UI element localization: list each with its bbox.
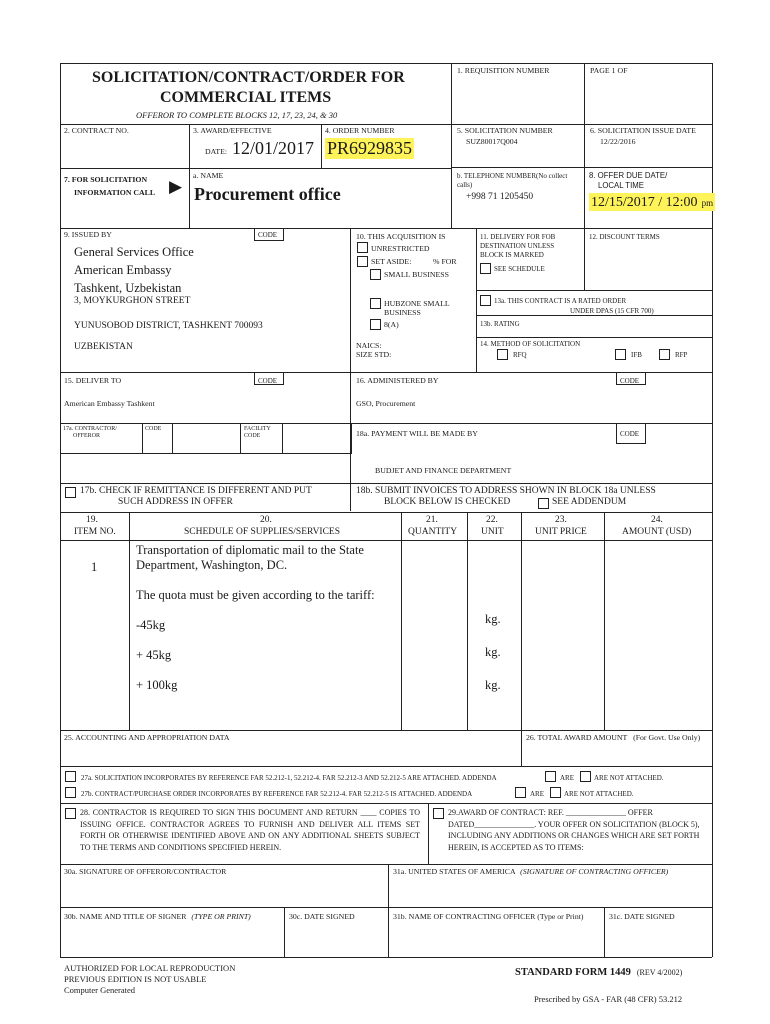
administered-by-code-label: CODE [620,377,640,385]
telephone-label-cont: calls) [457,181,473,189]
issued-by-line4: 3, MOYKURGHON STREET [74,296,191,306]
rated-order-label: 13a. THIS CONTRACT IS A RATED ORDER [494,297,627,305]
telephone-label: b. TELEPHONE NUMBER(No collect [457,172,568,180]
administered-by-label: 16. ADMINISTERED BY [356,376,439,385]
solicitation-number-value[interactable]: SUZ80017Q004 [466,137,518,146]
form-name-text: STANDARD FORM 1449 [515,967,631,978]
contract-incorporates-label: 27b. CONTRACT/PURCHASE ORDER INCORPORATES BY REFERENCE FAR 52.212-4. FAR 52.212-5 IS ATTACHED. ADDENDA [81,790,473,798]
deliver-to-label: 15. DELIVER TO [64,376,122,385]
issued-by-line3: Tashkent, Uzbekistan [74,281,182,295]
offer-due-label: 8. OFFER DUE DATE/ [589,171,668,180]
rating-label: 13b. RATING [480,320,520,328]
footer-prescribed: Prescribed by GSA - FAR (48 CFR) 53.212 [534,994,683,1004]
item-number: 1 [91,560,98,574]
remittance-label-cont: SUCH ADDRESS IN OFFER [118,497,233,507]
contractor-label: 17a. CONTRACTOR/ [63,426,117,432]
col-schedule-num: 20. [260,515,272,525]
issue-date-label: 6. SOLICITATION ISSUE DATE [590,126,696,135]
method-label: 14. METHOD OF SOLICITATION [480,340,581,348]
delivery-fob-label: 11. DELIVERY FOR FOB [480,233,556,241]
solicitation-number-label: 5. SOLICITATION NUMBER [457,126,553,135]
telephone-value[interactable]: +998 71 1205450 [466,192,534,202]
contract-no-label: 2. CONTRACT NO. [64,126,129,135]
issued-by-label: 9. ISSUED BY [64,230,112,239]
delivery-fob-label-2: DESTINATION UNLESS [480,242,555,250]
award-of-contract-checkbox[interactable] [433,808,444,819]
total-award-text: 26. TOTAL AWARD AMOUNT [526,733,628,742]
set-aside-pct-label: % FOR [433,257,457,266]
see-schedule-label: SEE SCHEDULE [494,265,545,273]
unrestricted-label: UNRESTRICTED [371,244,430,253]
offeror-signature-label: 30a. SIGNATURE OF OFFEROR/CONTRACTOR [64,867,227,876]
offer-due-ampm: pm [701,198,714,208]
footer-form-name [515,962,682,980]
ifb-checkbox[interactable] [615,349,626,360]
information-call-label: INFORMATION CALL [74,188,156,197]
hubzone-label-cont: BUSINESS [384,308,421,317]
col-quantity-num: 21. [426,515,438,525]
col-amount-header: AMOUNT (USD) [622,527,692,537]
page-label: PAGE 1 OF [590,66,628,75]
contact-name-label: a. NAME [193,171,224,180]
signer-name-label [64,913,251,922]
issue-date-value[interactable]: 12/22/2016 [600,137,636,146]
tariff-unit-2: kg. [485,645,501,659]
issued-by-code-label: CODE [258,231,278,239]
addenda-b-are-not-checkbox[interactable] [550,787,561,798]
footer-computer-generated: Computer Generated [64,985,136,995]
remittance-label: 17b. CHECK IF REMITTANCE IS DIFFERENT AND PUT [80,486,312,496]
addenda-a-are-checkbox[interactable] [545,771,556,782]
tariff-tier-1: -45kg [136,618,166,632]
delivery-fob-label-3: BLOCK IS MARKED [480,251,544,259]
set-aside-label: SET ASIDE: [371,257,412,266]
col-unit-price-header: UNIT PRICE [535,527,587,537]
size-std-label: SIZE STD: [356,350,392,359]
item-description-line2: Department, Washington, DC. [136,558,288,572]
form-rev-text: (REV 4/2002) [636,968,683,977]
rfp-checkbox[interactable] [659,349,670,360]
addenda-a-are-label: ARE [560,774,574,782]
contractor-code-label: CODE [145,426,162,432]
addenda-b-are-checkbox[interactable] [515,787,526,798]
signer-name-note: (TYPE OR PRINT) [191,912,251,921]
us-signature-label [393,868,668,877]
contractor-sign-checkbox[interactable] [65,808,76,819]
tariff-tier-3: + 100kg [136,678,178,692]
tariff-unit-3: kg. [485,678,501,692]
addenda-b-are-not-label: ARE NOT ATTACHED. [564,790,634,798]
tariff-unit-1: kg. [485,612,501,626]
rfq-label: RFQ [513,351,527,359]
offeror-note: OFFEROR TO COMPLETE BLOCKS 12, 17, 23, 24, & 30 [136,110,338,120]
discount-terms-label: 12. DISCOUNT TERMS [589,233,660,241]
col-item-header: ITEM NO. [74,527,116,537]
payment-code-label: CODE [620,430,640,438]
col-unit-num: 22. [486,515,498,525]
col-quantity-header: QUANTITY [408,527,458,537]
submit-invoices-label: 18b. SUBMIT INVOICES TO ADDRESS SHOWN IN BLOCK 18a UNLESS [356,486,656,496]
administered-by-value[interactable]: GSO, Procurement [356,399,416,408]
contract-incorporates-checkbox[interactable] [65,787,76,798]
submit-invoices-label-cont: BLOCK BELOW IS CHECKED [384,497,511,507]
contact-name-value[interactable]: Procurement office [194,184,341,204]
unrestricted-checkbox[interactable] [357,242,368,253]
addenda-b-are-label: ARE [530,790,544,798]
order-number-value[interactable]: PR6929835 [327,138,413,158]
footer-authorized: AUTHORIZED FOR LOCAL REPRODUCTION [64,963,236,973]
solicitation-incorporates-checkbox[interactable] [65,771,76,782]
for-solicitation-label: 7. FOR SOLICITATION [64,175,148,184]
accounting-data-label: 25. ACCOUNTING AND APPROPRIATION DATA [64,733,230,742]
col-unit-price-num: 23. [555,515,567,525]
award-date-value[interactable]: 12/01/2017 [232,138,315,158]
eight-a-checkbox[interactable] [370,319,381,330]
deliver-to-value[interactable]: American Embassy Tashkent [64,399,155,408]
award-label: 3. AWARD/EFFECTIVE [193,126,272,135]
col-schedule-header: SCHEDULE OF SUPPLIES/SERVICES [184,527,341,537]
officer-date-signed-label: 31c. DATE SIGNED [609,912,675,921]
addenda-a-are-not-checkbox[interactable] [580,771,591,782]
hubzone-checkbox[interactable] [370,298,381,309]
facility-code-label-cont: CODE [244,433,261,439]
award-date-label: DATE: [205,147,228,156]
footer-previous-edition: PREVIOUS EDITION IS NOT USABLE [64,974,207,984]
form-title-line1: SOLICITATION/CONTRACT/ORDER FOR [92,69,405,86]
facility-code-label: FACILITY [244,426,271,432]
item-description-line1: Transportation of diplomatic mail to the State [136,543,364,557]
see-addendum-label: SEE ADDENDUM [552,497,627,507]
tariff-tier-2: + 45kg [136,648,172,662]
dpas-label: UNDER DPAS (15 CFR 700) [570,307,654,315]
offer-due-value[interactable] [589,193,715,211]
ifb-label: IFB [631,351,642,359]
award-of-contract-text: 29.AWARD OF CONTRACT: REF. _______________ OFFER DATED_______________. YOUR OFFER ON SOLICITATION (BLOCK 5), INCLUDING ANY ADDITIONS OR CHANGES WHICH ARE SET FORTH HEREIN, IS ACCEPTED AS TO ITEMS: [448,808,700,852]
col-amount-num: 24. [651,515,663,525]
contractor-label-cont: OFFEROR [73,433,101,439]
us-signature-text: 31a. UNITED STATES OF AMERICA [393,867,516,876]
see-schedule-checkbox[interactable] [480,263,491,274]
contractor-sign-text: 28. CONTRACTOR IS REQUIRED TO SIGN THIS DOCUMENT AND RETURN ____ COPIES TO ISSUING OFFICE. CONTRACTOR AGREES TO FURNISH AND DELIVER ALL ITEMS SET FORTH OR OTHERWISE IDENTIFIED ABOVE AND ON ANY ADDITIONAL SHEETS SUBJECT TO THE TERMS AND CONDITIONS SPECIFIED HEREIN. [80,808,420,852]
set-aside-checkbox[interactable] [357,256,368,267]
small-business-checkbox[interactable] [370,269,381,280]
order-number-label: 4. ORDER NUMBER [325,126,395,135]
small-business-label: SMALL BUSINESS [384,270,449,279]
col-unit-header: UNIT [481,527,504,537]
officer-name-label: 31b. NAME OF CONTRACTING OFFICER (Type or Print) [393,912,584,921]
addenda-a-are-not-label: ARE NOT ATTACHED. [594,774,664,782]
remittance-checkbox[interactable] [65,487,76,498]
issued-by-line1: General Services Office [74,245,194,259]
acquisition-label: 10. THIS ACQUISITION IS [356,232,446,241]
col-item-num: 19. [86,515,98,525]
offeror-date-signed-label: 30c. DATE SIGNED [289,912,355,921]
offer-due-date: 12/15/2017 / 12:00 [591,195,698,210]
solicitation-incorporates-label: 27a. SOLICITATION INCORPORATES BY REFERENCE FAR 52.212-1, 52.212-4. FAR 52.212-3 AND 52.212-5 ARE ATTACHED. ADDENDA [81,774,497,782]
payment-value[interactable]: BUDJET AND FINANCE DEPARTMENT [375,466,512,475]
issued-by-line6: UZBEKISTAN [74,342,133,352]
signer-name-text: 30b. NAME AND TITLE OF SIGNER [64,912,187,921]
arrow-right-icon: ▶ [169,177,183,196]
rfq-checkbox[interactable] [497,349,508,360]
naics-label: NAICS: [356,341,382,350]
form-title-line2: COMMERCIAL ITEMS [160,89,332,106]
rated-order-checkbox[interactable] [480,295,491,306]
see-addendum-checkbox[interactable] [538,498,549,509]
rfp-label: RFP [675,351,688,359]
us-signature-note: (SIGNATURE OF CONTRACTING OFFICER) [520,867,669,876]
hubzone-label: HUBZONE SMALL [384,299,450,308]
requisition-label: 1. REQUISITION NUMBER [457,66,550,75]
deliver-to-code-label: CODE [258,377,278,385]
local-time-label: LOCAL TIME [598,181,644,190]
issued-by-line2: American Embassy [74,263,172,277]
issued-by-line5: YUNUSOBOD DISTRICT, TASHKENT 700093 [74,321,263,331]
eight-a-label: 8(A) [384,320,399,329]
total-award-note: (For Govt. Use Only) [633,733,701,742]
quota-note: The quota must be given according to the tariff: [136,588,375,602]
payment-label: 18a. PAYMENT WILL BE MADE BY [356,429,478,438]
total-award-label [526,734,700,743]
